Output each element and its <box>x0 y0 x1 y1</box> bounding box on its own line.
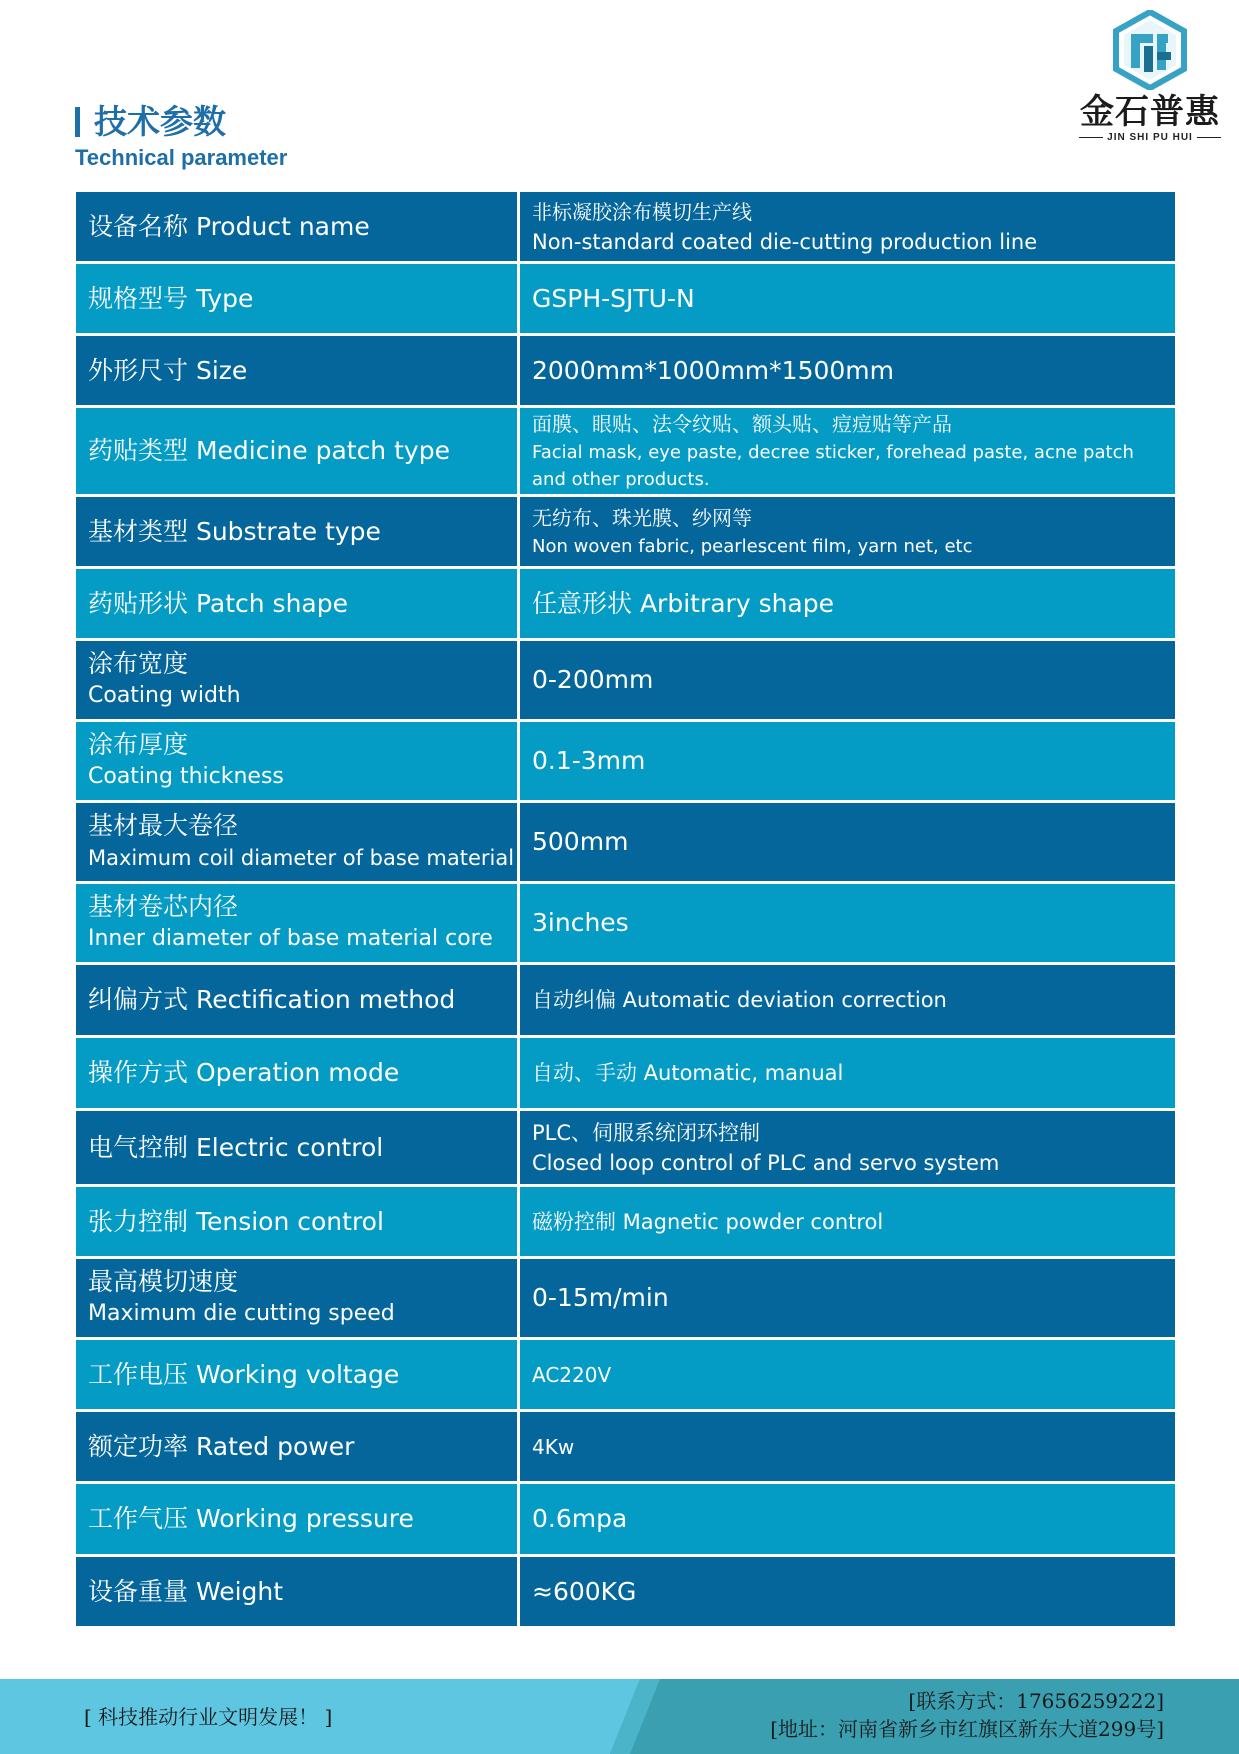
spec-value: PLC、伺服系统闭环控制 Closed loop control of PLC and servo system <box>520 1111 1175 1184</box>
table-row <box>76 1038 1175 1108</box>
table-row <box>76 1484 1175 1554</box>
table-row <box>76 264 1175 333</box>
spec-value: 任意形状 Arbitrary shape <box>520 569 1175 638</box>
table-row <box>76 722 1175 800</box>
spec-label: 张力控制 Tension control <box>76 1187 517 1256</box>
spec-value: 0.1-3mm <box>520 722 1175 800</box>
spec-value: AC220V <box>520 1340 1175 1409</box>
spec-value: 磁粉控制 Magnetic powder control <box>520 1187 1175 1256</box>
spec-value: 无纺布、珠光膜、纱网等 Non woven fabric, pearlescent film, yarn net, etc <box>520 497 1175 566</box>
table-row <box>76 336 1175 405</box>
logo-name-cn: 金石普惠 <box>1080 92 1220 132</box>
spec-label: 规格型号 Type <box>76 264 517 333</box>
spec-label: 基材类型 Substrate type <box>76 497 517 566</box>
spec-value: 自动纠偏 Automatic deviation correction <box>520 965 1175 1035</box>
spec-value: 2000mm*1000mm*1500mm <box>520 336 1175 405</box>
spec-label: 设备名称 Product name <box>76 192 517 261</box>
spec-value: 0-15m/min <box>520 1259 1175 1337</box>
spec-value: 非标凝胶涂布模切生产线 Non-standard coated die-cutting production line <box>520 192 1175 261</box>
footer-address: [地址：河南省新乡市红旗区新东大道299号] <box>770 1717 1164 1741</box>
spec-value: 3inches <box>520 884 1175 962</box>
spec-label: 纠偏方式 Rectification method <box>76 965 517 1035</box>
spec-value: 自动、手动 Automatic, manual <box>520 1038 1175 1108</box>
spec-label: 药贴类型 Medicine patch type <box>76 408 517 494</box>
company-logo <box>1070 10 1230 145</box>
table-row <box>76 1557 1175 1626</box>
footer-contact: [联系方式：17656259222] <box>908 1689 1164 1713</box>
spec-value: 0.6mpa <box>520 1484 1175 1554</box>
table-row <box>76 884 1175 962</box>
heading-title-en: Technical parameter <box>75 145 288 170</box>
page-footer <box>0 1679 1239 1754</box>
section-heading <box>75 100 287 172</box>
table-row <box>76 1259 1175 1337</box>
spec-label: 药贴形状 Patch shape <box>76 569 517 638</box>
table-row <box>76 1340 1175 1409</box>
spec-table <box>76 192 1175 1629</box>
spec-label: 电气控制 Electric control <box>76 1111 517 1184</box>
spec-label: 设备重量 Weight <box>76 1557 517 1626</box>
table-row <box>76 569 1175 638</box>
spec-label: 操作方式 Operation mode <box>76 1038 517 1108</box>
spec-label: 基材卷芯内径 Inner diameter of base material core <box>76 884 517 962</box>
table-row <box>76 192 1175 261</box>
spec-label: 基材最大卷径 Maximum coil diameter of base material <box>76 803 517 881</box>
heading-title-cn: 技术参数 <box>94 102 226 141</box>
spec-value: 4Kw <box>520 1412 1175 1481</box>
spec-label: 工作气压 Working pressure <box>76 1484 517 1554</box>
table-row <box>76 641 1175 719</box>
table-row <box>76 803 1175 881</box>
spec-label: 涂布宽度 Coating width <box>76 641 517 719</box>
table-row <box>76 965 1175 1035</box>
hexagon-logo-icon <box>1113 10 1187 90</box>
table-row <box>76 1187 1175 1256</box>
spec-label: 额定功率 Rated power <box>76 1412 517 1481</box>
spec-value: GSPH-SJTU-N <box>520 264 1175 333</box>
spec-label: 涂布厚度 Coating thickness <box>76 722 517 800</box>
table-row <box>76 1412 1175 1481</box>
table-row <box>76 408 1175 494</box>
table-row <box>76 497 1175 566</box>
logo-name-en: JIN SHI PU HUI <box>1070 132 1230 143</box>
table-row <box>76 1111 1175 1184</box>
spec-label: 工作电压 Working voltage <box>76 1340 517 1409</box>
spec-value: 面膜、眼贴、法令纹贴、额头贴、痘痘贴等产品 Facial mask, eye paste, decree sticker, forehead paste, acne patch and other products. <box>520 408 1175 494</box>
footer-slogan: [ 科技推动行业文明发展！ ] <box>84 1705 333 1729</box>
footer-contact-block <box>770 1687 1164 1743</box>
spec-label: 外形尺寸 Size <box>76 336 517 405</box>
heading-accent-bar <box>75 107 80 137</box>
spec-value: ≈600KG <box>520 1557 1175 1626</box>
spec-value: 0-200mm <box>520 641 1175 719</box>
spec-label: 最高模切速度 Maximum die cutting speed <box>76 1259 517 1337</box>
spec-value: 500mm <box>520 803 1175 881</box>
